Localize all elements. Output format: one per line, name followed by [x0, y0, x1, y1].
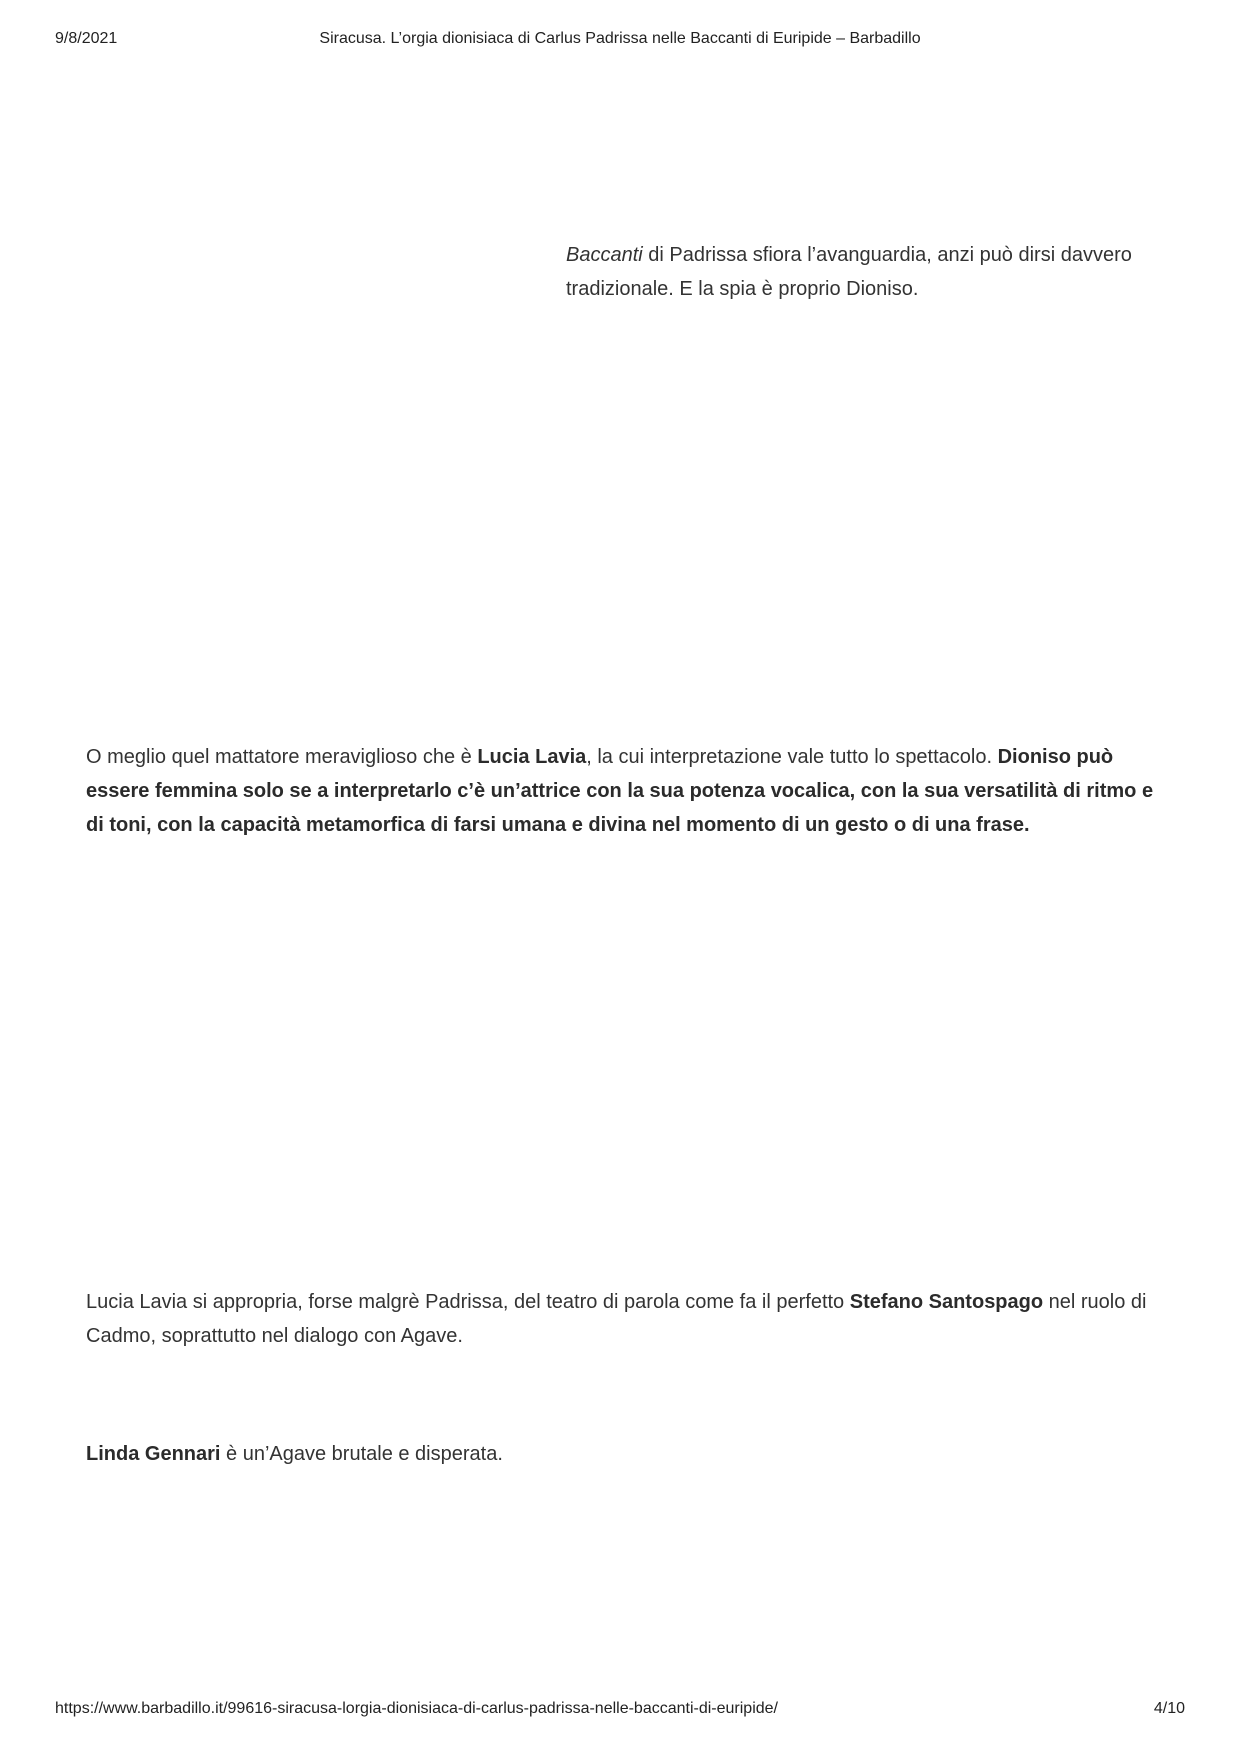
print-url-link[interactable]: https://www.barbadillo.it/99616-siracusa-lorgia-dionisiaca-di-carlus-padrissa-nelle-baccanti-di-euripide/ [55, 1700, 778, 1717]
paragraph-text: , la cui interpretazione vale tutto lo spettacolo. [586, 746, 998, 768]
article-paragraph-4 [86, 1437, 1166, 1471]
print-date: 9/8/2021 [55, 30, 118, 47]
bold-name-linda-gennari: Linda Gennari [86, 1443, 221, 1465]
print-page-title: Siracusa. L’orgia dionisiaca di Carlus Padrissa nelle Baccanti di Euripide – Barbadillo [319, 30, 921, 47]
paragraph-text: Lucia Lavia si appropria, forse malgrè Padrissa, del teatro di parola come fa il perfetto [86, 1291, 850, 1313]
bold-statement-dioniso: Dioniso può essere femmina solo se a interpretarlo c’è un’attrice con la sua potenza vocalica, con la sua versatilità di ritmo e di toni, con la capacità metamorfica di farsi umana e divina nel momento di un gesto o di una frase. [86, 746, 1154, 836]
print-page-number: 4/10 [1153, 1700, 1185, 1717]
paragraph-text: nel ruolo di Cadmo, soprattutto nel dialogo con Agave. [86, 1291, 1147, 1347]
paragraph-text: è un’Agave brutale e disperata. [220, 1443, 503, 1465]
paragraph-text: O meglio quel mattatore meraviglioso che è [86, 746, 478, 768]
article-paragraph-1 [566, 238, 1176, 306]
article-paragraph-2 [86, 740, 1166, 842]
bold-name-lucia-lavia: Lucia Lavia [477, 746, 587, 768]
paragraph-text: di Padrissa sfiora l’avanguardia, anzi può dirsi davvero tradizionale. E la spia è proprio Dioniso. [566, 244, 1132, 300]
bold-name-stefano-santospago: Stefano Santospago [849, 1291, 1044, 1313]
article-paragraph-3 [86, 1285, 1166, 1353]
emphasis-baccanti: Baccanti [566, 244, 643, 266]
